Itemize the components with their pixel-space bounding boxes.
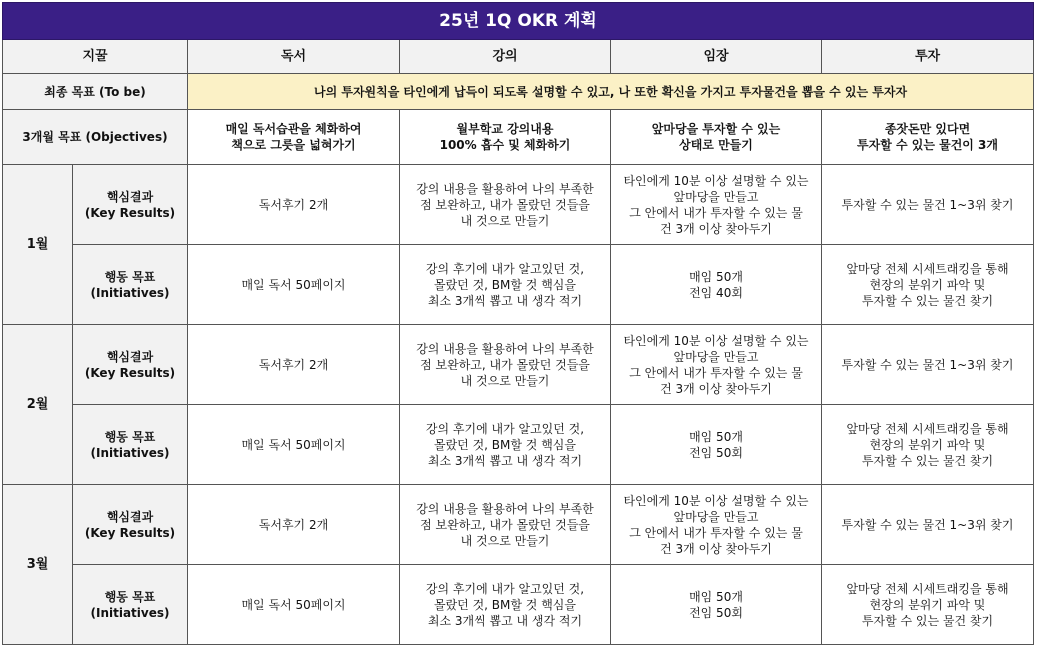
- month-label: 2월: [3, 325, 73, 485]
- key-result-site-visit: 타인에게 10분 이상 설명할 수 있는 앞마당을 만들고 그 안에서 내가 투자할 수 있는 물 건 3개 이상 찾아두기: [611, 165, 822, 245]
- initiative-reading: 매일 독서 50페이지: [188, 405, 400, 485]
- key-result-investment: 투자할 수 있는 물건 1~3위 찾기: [822, 485, 1034, 565]
- initiative-lecture: 강의 후기에 내가 알고있던 것, 몰랐던 것, BM할 것 핵심을 최소 3개씩 뽑고 내 생각 적기: [400, 245, 611, 325]
- key-results-label: 핵심결과 (Key Results): [73, 485, 188, 565]
- key-results-label: 핵심결과 (Key Results): [73, 165, 188, 245]
- initiative-reading: 매일 독서 50페이지: [188, 245, 400, 325]
- key-result-investment: 투자할 수 있는 물건 1~3위 찾기: [822, 165, 1034, 245]
- initiative-lecture: 강의 후기에 내가 알고있던 것, 몰랐던 것, BM할 것 핵심을 최소 3개씩 뽑고 내 생각 적기: [400, 405, 611, 485]
- initiatives-label: 행동 목표 (Initiatives): [73, 405, 188, 485]
- month-label: 3월: [3, 485, 73, 645]
- initiative-site-visit: 매임 50개 전임 40회: [611, 245, 822, 325]
- initiative-investment: 앞마당 전체 시세트래킹을 통해 현장의 분위기 파악 및 투자할 수 있는 물건 찾기: [822, 565, 1034, 645]
- key-result-lecture: 강의 내용을 활용하여 나의 부족한 점 보완하고, 내가 몰랐던 것들을 내 것으로 만들기: [400, 165, 611, 245]
- final-goal-label: 최종 목표 (To be): [3, 74, 188, 110]
- final-goal-text: 나의 투자원칙을 타인에게 납득이 되도록 설명할 수 있고, 나 또한 확신을 가지고 투자물건을 뽑을 수 있는 투자자: [188, 74, 1034, 110]
- okr-table: [2, 2, 1034, 645]
- initiatives-label: 행동 목표 (Initiatives): [73, 565, 188, 645]
- key-result-reading: 독서후기 2개: [188, 165, 400, 245]
- key-result-reading: 독서후기 2개: [188, 485, 400, 565]
- column-header-lecture: 강의: [400, 40, 611, 74]
- key-results-label: 핵심결과 (Key Results): [73, 325, 188, 405]
- column-header-site-visit: 임장: [611, 40, 822, 74]
- page-title: 25년 1Q OKR 계획: [3, 3, 1034, 40]
- initiative-investment: 앞마당 전체 시세트래킹을 통해 현장의 분위기 파악 및 투자할 수 있는 물건 찾기: [822, 245, 1034, 325]
- column-header-reading: 독서: [188, 40, 400, 74]
- key-result-site-visit: 타인에게 10분 이상 설명할 수 있는 앞마당을 만들고 그 안에서 내가 투자할 수 있는 물 건 3개 이상 찾아두기: [611, 325, 822, 405]
- initiative-investment: 앞마당 전체 시세트래킹을 통해 현장의 분위기 파악 및 투자할 수 있는 물건 찾기: [822, 405, 1034, 485]
- initiative-site-visit: 매임 50개 전임 50회: [611, 405, 822, 485]
- pillar-header: 지꿀: [3, 40, 188, 74]
- objective-lecture: 월부학교 강의내용 100% 흡수 및 체화하기: [400, 110, 611, 165]
- objective-investment: 종잣돈만 있다면 투자할 수 있는 물건이 3개: [822, 110, 1034, 165]
- objective-reading: 매일 독서습관을 체화하여 책으로 그릇을 넓혀가기: [188, 110, 400, 165]
- month-label: 1월: [3, 165, 73, 325]
- objective-site-visit: 앞마당을 투자할 수 있는 상태로 만들기: [611, 110, 822, 165]
- key-result-investment: 투자할 수 있는 물건 1~3위 찾기: [822, 325, 1034, 405]
- key-result-site-visit: 타인에게 10분 이상 설명할 수 있는 앞마당을 만들고 그 안에서 내가 투자할 수 있는 물 건 3개 이상 찾아두기: [611, 485, 822, 565]
- initiatives-label: 행동 목표 (Initiatives): [73, 245, 188, 325]
- initiative-reading: 매일 독서 50페이지: [188, 565, 400, 645]
- key-result-lecture: 강의 내용을 활용하여 나의 부족한 점 보완하고, 내가 몰랐던 것들을 내 것으로 만들기: [400, 485, 611, 565]
- key-result-lecture: 강의 내용을 활용하여 나의 부족한 점 보완하고, 내가 몰랐던 것들을 내 것으로 만들기: [400, 325, 611, 405]
- key-result-reading: 독서후기 2개: [188, 325, 400, 405]
- column-header-investment: 투자: [822, 40, 1034, 74]
- objectives-label: 3개월 목표 (Objectives): [3, 110, 188, 165]
- initiative-site-visit: 매임 50개 전임 50회: [611, 565, 822, 645]
- initiative-lecture: 강의 후기에 내가 알고있던 것, 몰랐던 것, BM할 것 핵심을 최소 3개씩 뽑고 내 생각 적기: [400, 565, 611, 645]
